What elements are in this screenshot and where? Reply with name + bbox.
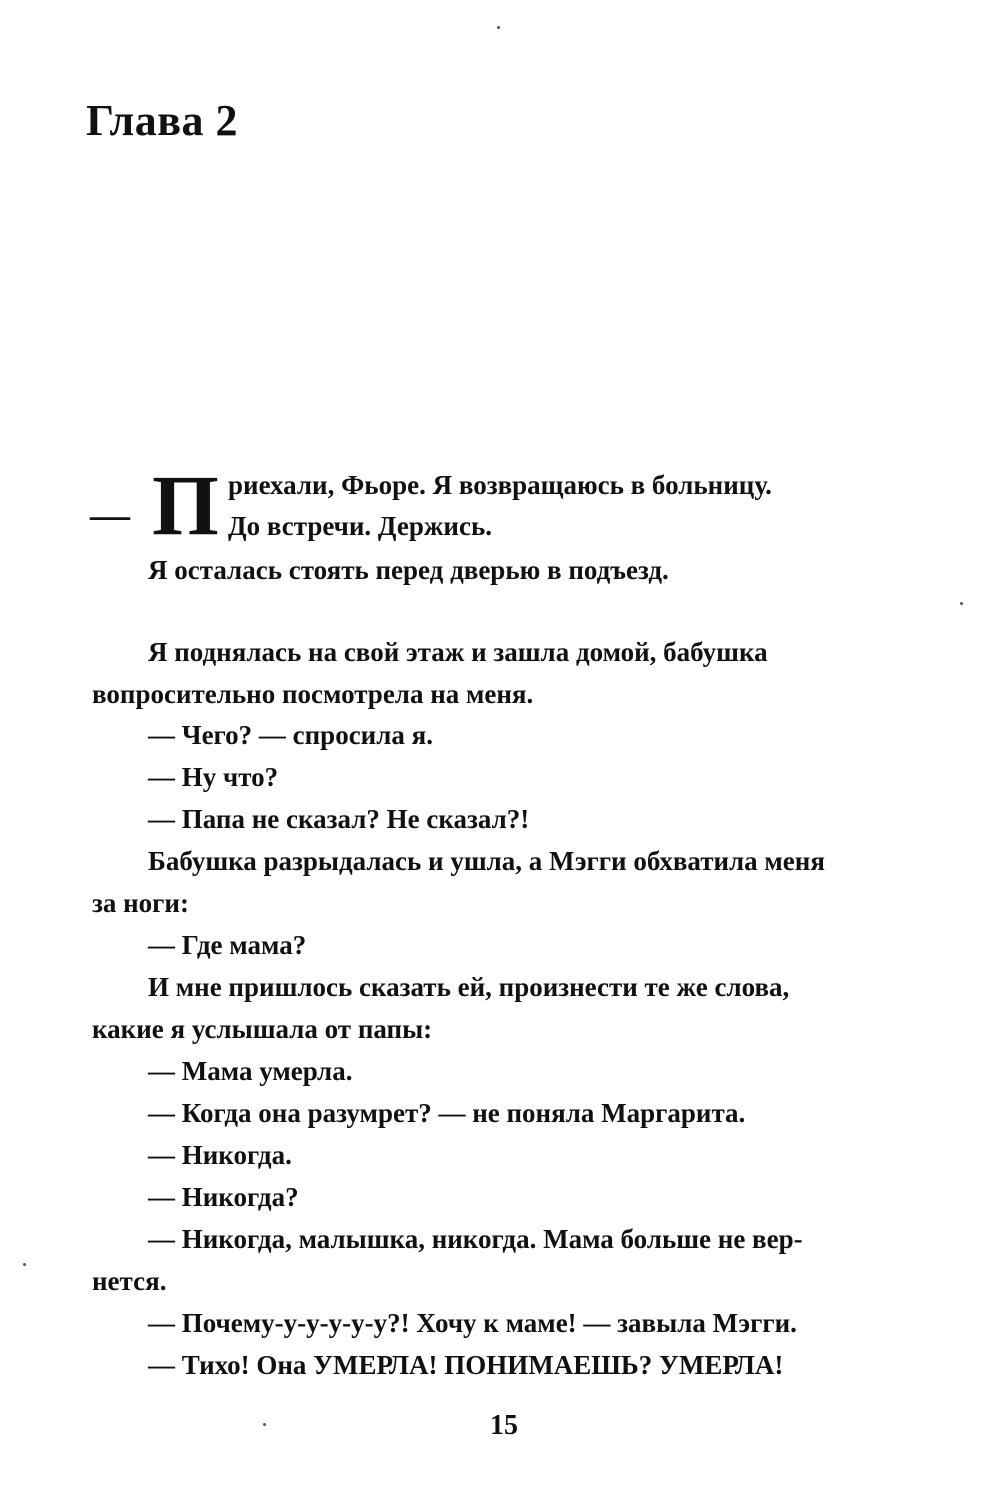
- paragraph-line: — Никогда?: [148, 1182, 299, 1212]
- paragraph-line: — Папа не сказал? Не сказал?!: [148, 804, 530, 834]
- scan-speck: [960, 602, 963, 605]
- paragraph-line: — Почему-у-у-у-у-у?! Хочу к маме! — завыла Мэгги.: [148, 1308, 797, 1338]
- paragraph-line: — Когда она разумрет? — не поняла Маргарита.: [148, 1098, 746, 1128]
- paragraph-line: Я осталась стоять перед дверью в подъезд.: [148, 555, 669, 585]
- paragraph-line: нется.: [92, 1266, 167, 1296]
- paragraph-line: за ноги:: [92, 888, 189, 918]
- paragraph-line: — Никогда.: [148, 1140, 292, 1170]
- paragraph-line: Я поднялась на свой этаж и зашла домой, бабушка: [148, 637, 768, 667]
- scan-speck: [263, 1423, 266, 1426]
- paragraph-line: — Ну что?: [148, 762, 279, 792]
- paragraph-line: — Мама умерла.: [148, 1056, 353, 1086]
- paragraph-line: вопросительно посмотрела на меня.: [92, 679, 534, 709]
- paragraph-line: — Никогда, малышка, никогда. Мама больше не вер-: [148, 1224, 803, 1254]
- paragraph-line: — Где мама?: [148, 930, 307, 960]
- drop-cap-letter: П: [152, 457, 219, 553]
- paragraph-line: Бабушка разрыдалась и ушла, а Мэгги обхватила меня: [148, 846, 825, 876]
- paragraph-line: И мне пришлось сказать ей, произнести те же слова,: [148, 972, 790, 1002]
- paragraph-line: риехали, Фьоре. Я возвращаюсь в больницу.: [228, 470, 772, 500]
- page-number: 15: [490, 1410, 518, 1441]
- paragraph-line: — Чего? — спросила я.: [148, 720, 433, 750]
- opening-dash: —: [90, 492, 130, 537]
- paragraph-line: какие я услышала от папы:: [92, 1014, 433, 1044]
- chapter-heading: Глава 2: [86, 96, 238, 145]
- paragraph-line: — Тихо! Она УМЕРЛА! ПОНИМАЕШЬ? УМЕРЛА!: [148, 1350, 784, 1380]
- scan-speck: [23, 1263, 26, 1266]
- paragraph-line: До встречи. Держись.: [228, 511, 492, 541]
- scan-speck: [497, 26, 500, 29]
